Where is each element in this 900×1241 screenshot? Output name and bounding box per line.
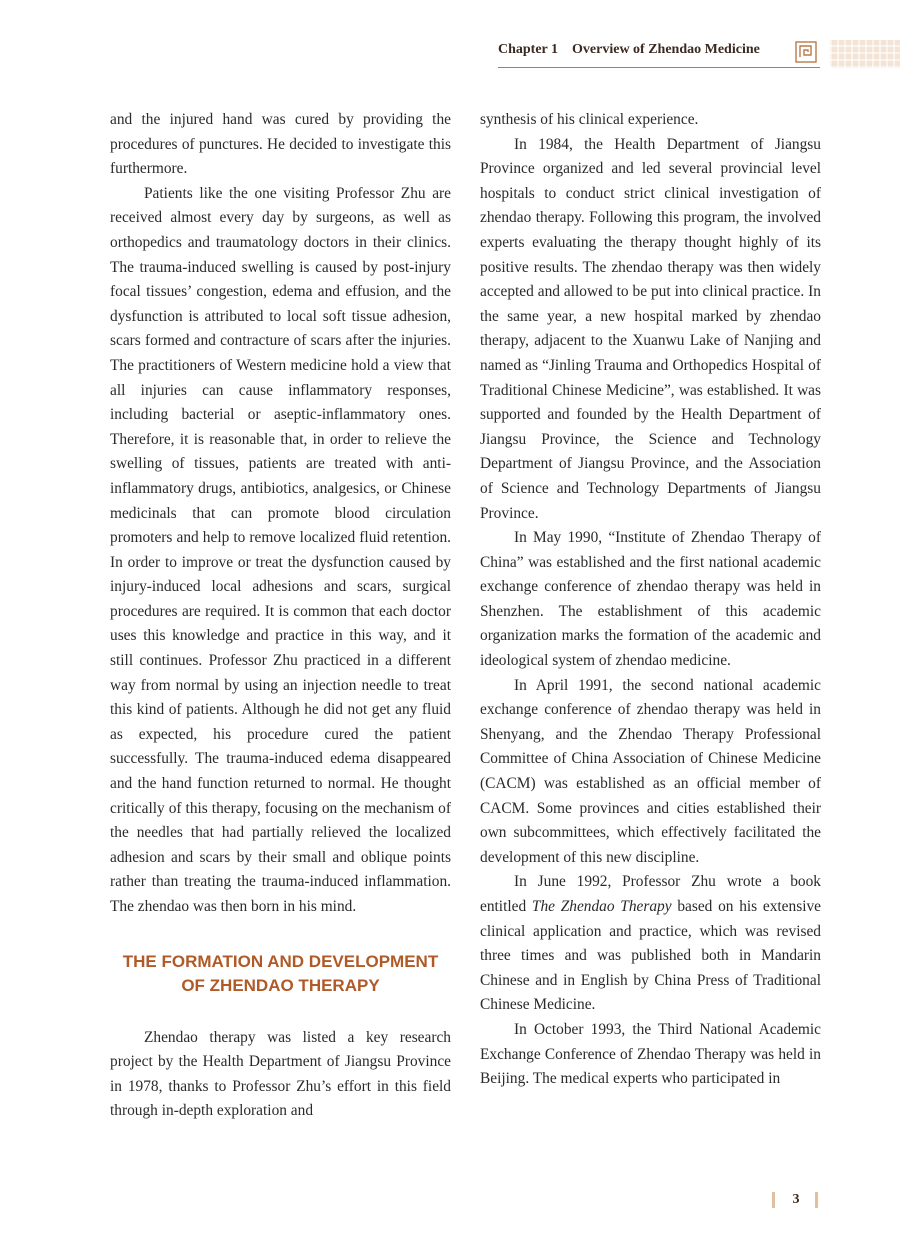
section-heading-line-2: OF ZHENDAO THERAPY [181,975,380,995]
page-number: 3 [792,1192,800,1207]
right-paragraph-1: synthesis of his clinical experience. [480,111,699,128]
left-paragraph-3: Zhendao therapy was listed a key research project by the Health Department of Jiangsu Province in 1978, thanks to Professor Zhu’s effort in this field through in-depth exploration and [110,1028,451,1120]
left-column [110,108,451,1124]
header-rule [498,67,820,68]
running-header-title: Chapter 1 Overview of Zhendao Medicine [498,42,760,57]
page-footer [770,1190,820,1210]
right-paragraph-5 [480,870,821,1018]
right-paragraph-4: In April 1991, the second national academic exchange conference of zhendao therapy was held in Shenyang, and the Zhendao Therapy Professional Committee of China Association of Chinese Medicine (CACM) was established as an official member of CACM. Some provinces and cities established their own subcommittees, which effectively facilitated the development of this new discipline. [480,676,821,866]
page-number-bar-right [815,1192,818,1208]
right-paragraph-5-before: In June 1992, Professor Zhu wrote a book entitled [480,873,821,915]
right-paragraph-5-after: based on his extensive clinical application and practice, which was revised three times and was published both in Mandarin Chinese and in English by China Press of Traditional Chinese Medicine. [480,898,821,1014]
right-paragraph-3: In May 1990, “Institute of Zhendao Therapy of China” was established and the first national academic exchange conference of zhendao therapy was held in Shenzhen. The establishment of this academic organization marks the formation of the academic and ideological system of zhendao medicine. [480,529,821,670]
section-heading-line-1: THE FORMATION AND DEVELOPMENT [122,951,439,971]
left-paragraph-1: and the injured hand was cured by providing the procedures of punctures. He decided to investigate this furthermore. [110,111,451,178]
left-paragraph-2: Patients like the one visiting Professor Zhu are received almost every day by surgeons, as well as orthopedics and traumatology doctors in their clinics. The trauma-induced swelling is caused by post-injury focal tissues’ congestion, edema and effusion, and the dysfunction is attributed to local soft tissue adhesion, scars formed and contracture of scars after the injuries. The practitioners of Western medicine hold a view that all injuries can cause inflammatory responses, including bacterial or aseptic-inflammatory ones. Therefore, it is reasonable that, in order to relieve the swelling of tissues, patients are treated with anti-inflammatory drugs, antibiotics, analgesics, or Chinese medicinals that can promote blood circulation promoters and help to remove localized fluid retention. In order to improve or treat the dysfunction caused by injury-induced local adhesions and scars, surgical procedures are required. It is common that each doctor uses this knowledge and practice in this way, and it still continues. Professor Zhu practiced in a different way from normal by using an injection needle to treat this kind of patients. Although he did not get any fluid as expected, his procedure cured the patient successfully. The trauma-induced edema disappeared and the hand function returned to normal. He thought critically of this therapy, focusing on the mechanism of the needles that had partially relieved the localized adhesion and scars by their small and oblique points rather than treating the trauma-induced inflammation. The zhendao was then born in his mind. [110,184,451,915]
header-decorative-pattern [830,40,900,68]
page-number-bar-left [772,1192,775,1208]
right-paragraph-6: In October 1993, the Third National Academic Exchange Conference of Zhendao Therapy was held in Beijing. The medical experts who participated in [480,1020,821,1088]
right-column [480,108,821,1092]
book-title: The Zhendao Therapy [531,898,672,915]
right-paragraph-2: In 1984, the Health Department of Jiangsu Province organized and led several provincial level hospitals to conduct strict clinical investigation of zhendao therapy. Following this program, the involved experts evaluating the therapy thought highly of its positive results. The zhendao therapy was then widely accepted and allowed to be put into clinical practice. In the same year, a new hospital marked by zhendao therapy, adjacent to the Xuanwu Lake of Nanjing and named as “Jinling Trauma and Orthopedics Hospital of Traditional Chinese Medicine”, was established. It was supported and founded by the Health Department of Jiangsu Province, the Science and Technology Department of Jiangsu Province, and the Association of Science and Technology Departments of Jiangsu Province. [480,135,821,522]
section-heading [110,950,451,998]
meander-square-icon [795,41,817,63]
